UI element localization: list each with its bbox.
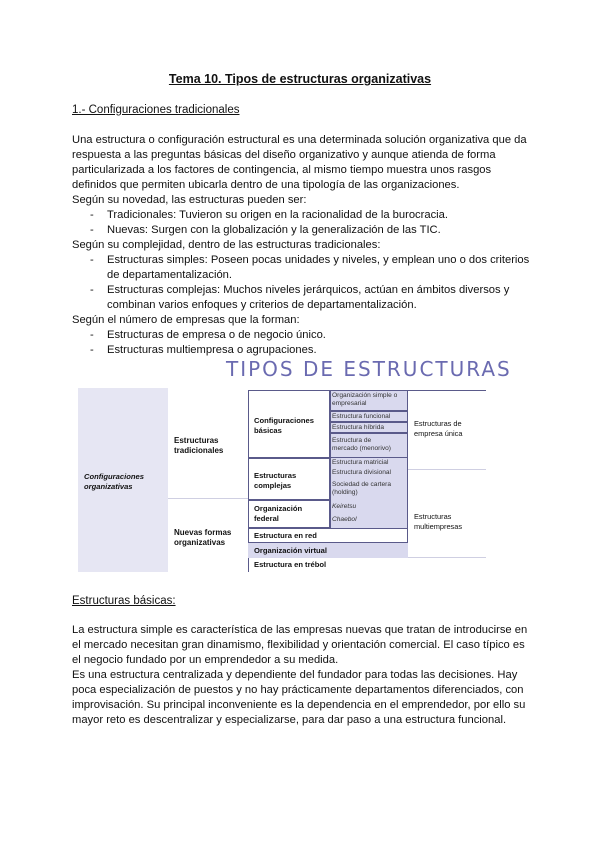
section1-body	[72, 133, 532, 358]
item-line: (holding)	[332, 489, 358, 496]
bullet-item	[72, 343, 532, 358]
item-matricial	[332, 459, 388, 467]
label-line: organizativas	[84, 482, 133, 491]
label-line: Configuraciones	[254, 416, 314, 425]
label-line: Estructuras de	[414, 419, 462, 428]
bullet-text: de departamentalización.	[107, 269, 233, 281]
bullet-item	[72, 223, 532, 238]
nuevas-label	[174, 528, 231, 548]
item-divisional	[332, 469, 391, 477]
label-line: Nuevas formas	[174, 528, 232, 537]
item-line: Chaebol	[332, 516, 357, 523]
virtual-label: Organización virtual	[254, 546, 328, 555]
item-hibrida	[332, 424, 384, 432]
bullet-text: Estructuras de empresa o de negocio único.	[107, 329, 326, 341]
trebol-label: Estructura en trébol	[254, 560, 327, 569]
section-heading-basicas: Estructuras básicas:	[72, 595, 176, 607]
item-line: Estructura divisional	[332, 469, 392, 476]
text-line: La estructura simple es característica de las empresas nuevas que tratan de introducirse en	[72, 624, 528, 636]
page-title: Tema 10. Tipos de estructuras organizativas	[168, 72, 432, 86]
federal-label	[254, 504, 302, 524]
label-line: Estructuras	[254, 471, 297, 480]
figure-title: TIPOS DE ESTRUCTURAS	[226, 357, 512, 381]
text-line: particularizada a los factores de contingencia, al mismo tiempo muestra unos rasgos	[72, 164, 492, 176]
root-label	[84, 472, 144, 492]
label-line: multiempresas	[414, 522, 463, 531]
text-line: Una estructura o configuración estructural es una determinada solución organizativa que da	[72, 134, 527, 146]
label-line: Organización	[254, 504, 303, 513]
text-line: el mercado necesitan gran dinamismo, flexibilidad y orientación comercial. El caso típico es	[72, 639, 525, 651]
text-line: improvisación. Su principal inconveniente es la dependencia en el emprendedor, por ello su	[72, 699, 526, 711]
unica-label	[414, 419, 462, 439]
item-line: Estructura híbrida	[332, 424, 385, 431]
text-line: definidos que permiten ubicarla dentro de una tipología de las organizaciones.	[72, 179, 460, 191]
bullet-item	[72, 328, 532, 343]
label-line: Configuraciones	[84, 472, 144, 481]
bullet-dash: -	[90, 224, 94, 236]
bullet-continuation	[72, 268, 532, 283]
text-line: Según el número de empresas que la forman:	[72, 314, 300, 326]
item-line: Estructura funcional	[332, 413, 391, 420]
text-line: mayor reto es descentralizar y especializarse, para dar paso a una estructura funcional.	[72, 714, 507, 726]
red-label: Estructura en red	[254, 531, 317, 540]
bullet-dash: -	[90, 284, 94, 296]
bullet-text: Nuevas: Surgen con la globalización y la generalización de las TIC.	[107, 224, 441, 236]
item-holding	[332, 481, 391, 497]
label-line: organizativas	[174, 538, 226, 547]
item-simple	[332, 392, 397, 408]
section2-body	[72, 623, 532, 728]
bullet-text: Estructuras multiempresa o agrupaciones.	[107, 344, 317, 356]
multi-label	[414, 512, 462, 532]
item-mercado	[332, 437, 391, 453]
label-line: tradicionales	[174, 446, 224, 455]
bullet-text: combinan varios enfoques y criterios de departamentalización.	[107, 299, 417, 311]
text-line: Es una estructura centralizada y dependiente del fundador para todas las decisiones. Hay	[72, 669, 518, 681]
bullet-dash: -	[90, 209, 94, 221]
bullet-dash: -	[90, 254, 94, 266]
bullet-text: Tradicionales: Tuvieron su origen en la racionalidad de la burocracia.	[107, 209, 448, 221]
basicas-label	[254, 416, 314, 436]
item-line: Keiretsu	[332, 503, 357, 510]
item-line: empresarial	[332, 400, 367, 407]
item-line: Estructura de	[332, 437, 372, 444]
item-funcional	[332, 413, 390, 421]
bullet-item	[72, 208, 532, 223]
bullet-text: Estructuras simples: Poseen pocas unidades y niveles, y emplean uno o dos criterios	[107, 254, 530, 266]
text-line: el negocio fundado por un emprendedor a su medida.	[72, 654, 339, 666]
text-line: Según su novedad, las estructuras pueden ser:	[72, 194, 307, 206]
bullet-item	[72, 253, 532, 268]
complejas-label	[254, 471, 296, 491]
bullet-item	[72, 283, 532, 298]
label-line: empresa única	[414, 429, 463, 438]
divider	[168, 498, 248, 499]
text-line: Según su complejidad, dentro de las estructuras tradicionales:	[72, 239, 381, 251]
tradicionales-label	[174, 436, 223, 456]
label-line: complejas	[254, 481, 292, 490]
item-chaebol	[332, 516, 357, 524]
bullet-continuation	[72, 298, 532, 313]
text-line: respuesta a las preguntas básicas del diseño organizativo y aunque atienda de forma	[72, 149, 496, 161]
item-line: Sociedad de cartera	[332, 481, 392, 488]
item-line: mercado (menorivo)	[332, 445, 391, 452]
bullet-dash: -	[90, 329, 94, 341]
bullet-text: Estructuras complejas: Muchos niveles jerárquicos, actúan en ámbitos diversos y	[107, 284, 510, 296]
bullet-dash: -	[90, 344, 94, 356]
label-line: federal	[254, 514, 279, 523]
structures-diagram	[78, 388, 486, 572]
item-keiretsu	[332, 503, 356, 511]
section-heading-configuraciones: 1.- Configuraciones tradicionales	[72, 104, 240, 116]
label-line: básicas	[254, 426, 282, 435]
item-line: Estructura matricial	[332, 459, 389, 466]
text-line: poca especialización de puestos y no hay prácticamente departamentos diferenciados, con	[72, 684, 524, 696]
label-line: Estructuras	[414, 512, 452, 521]
label-line: Estructuras	[174, 436, 219, 445]
item-line: Organización simple o	[332, 392, 398, 399]
